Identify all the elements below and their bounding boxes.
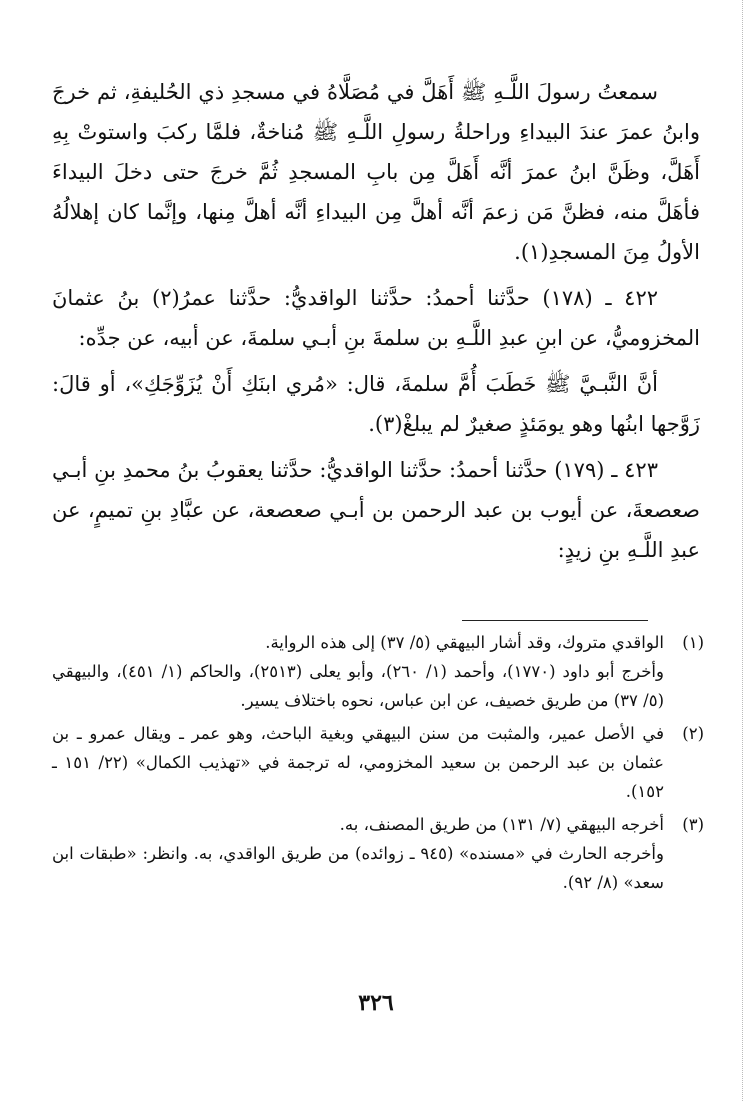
footnotes-block xyxy=(52,628,704,901)
footnote-number: (٢) xyxy=(682,724,704,743)
footnote-line: الواقدي متروك، وقد أشار البيهقي (٥/ ٣٧) إلى هذه الرواية. xyxy=(265,633,664,652)
hadith-text-paragraph-422: أنَّ النَّبـيَّ ﷺ خَطَبَ أُمَّ سلمةَ، قال: «مُري ابنَكِ أَنْ يُزَوِّجَكِ»، أو قالَ: زَوَّجها ابنُها وهو يومَئذٍ صغيرٌ لم يبلغْ(٣). xyxy=(52,372,700,436)
footnote-line: وأخرجه الحارث في «مسنده» (٩٤٥ ـ زوائده) من طريق الواقدي، به. وانظر: «طبقات ابن سعد» (٨/ ٩٢). xyxy=(52,844,664,892)
footnote-line: وأخرج أبو داود (١٧٧٠)، وأحمد (١/ ٢٦٠)، وأبو يعلى (٢٥١٣)، والحاكم (١/ ٤٥١)، والبيهقي (٥/ ٣٧) من طريق خصيف، عن ابن عباس، نحوه باختلاف يسير. xyxy=(52,662,664,710)
footnote-line: أخرجه البيهقي (٧/ ١٣١) من طريق المصنف، به. xyxy=(339,815,664,834)
footnote-2 xyxy=(52,719,704,806)
main-text-block xyxy=(52,72,700,576)
footnote-body xyxy=(52,719,664,806)
footnote-3 xyxy=(52,810,704,897)
hadith-text-paragraph: سمعتُ رسولَ اللَّـهِ ﷺ أَهَلَّ في مُصَلَّاهُ في مسجدِ ذي الحُليفةِ، ثم خرجَ وابنُ عمرَ عندَ البيداءِ وراحلةُ رسولِ اللَّـهِ ﷺ مُناخةٌ، فلمَّا ركبَ واستوتْ بِهِ أَهَلَّ، وظَنَّ ابنُ عمرَ أنَّه أَهَلَّ مِن بابِ المسجدِ ثُمَّ خرجَ حتى دخلَ البيداءَ فأهَلَّ منه، فظنَّ مَن زعمَ أنَّه أهلَّ مِن البيداءِ أنَّه أهلَّ مِنها، وإنَّما كان إهلالُهُ الأولُ مِنَ المسجدِ(١). xyxy=(52,80,700,264)
scan-edge-line xyxy=(742,0,743,1101)
page-number: ٣٢٦ xyxy=(358,990,394,1016)
footnote-number: (١) xyxy=(682,633,704,652)
footnote-line: في الأصل عمير، والمثبت من سنن البيهقي وبغية الباحث، وهو عمر ـ ويقال عمرو ـ بن عثمان بن عبد الرحمن بن سعيد المخزومي، له ترجمة في «تهذيب الكمال» (٢٢/ ١٥١ ـ ١٥٢). xyxy=(52,724,664,801)
footnote-divider xyxy=(462,620,648,621)
footnote-number: (٣) xyxy=(682,815,704,834)
isnad-paragraph-422: ٤٢٢ ـ (١٧٨) حدَّثنا أحمدُ: حدَّثنا الواقديُّ: حدَّثنا عمرُ(٢) بنُ عثمانَ المخزوميُّ، عن ابنِ عبدِ اللَّـهِ بن سلمةَ بنِ أبـي سلمةَ، عن أبيه، عن جدِّه: xyxy=(52,286,700,350)
footnote-1 xyxy=(52,628,704,715)
isnad-paragraph-423: ٤٢٣ ـ (١٧٩) حدَّثنا أحمدُ: حدَّثنا الواقديُّ: حدَّثنا يعقوبُ بنُ محمدِ بنِ أبـي صعصعةَ، عن أيوب بن عبد الرحمن بن أبـي صعصعة، عن عبَّادِ بنِ تميمٍ، عن عبدِ اللَّـهِ بنِ زيدٍ: xyxy=(52,458,700,562)
footnote-body xyxy=(52,628,664,715)
footnote-body xyxy=(52,810,664,897)
